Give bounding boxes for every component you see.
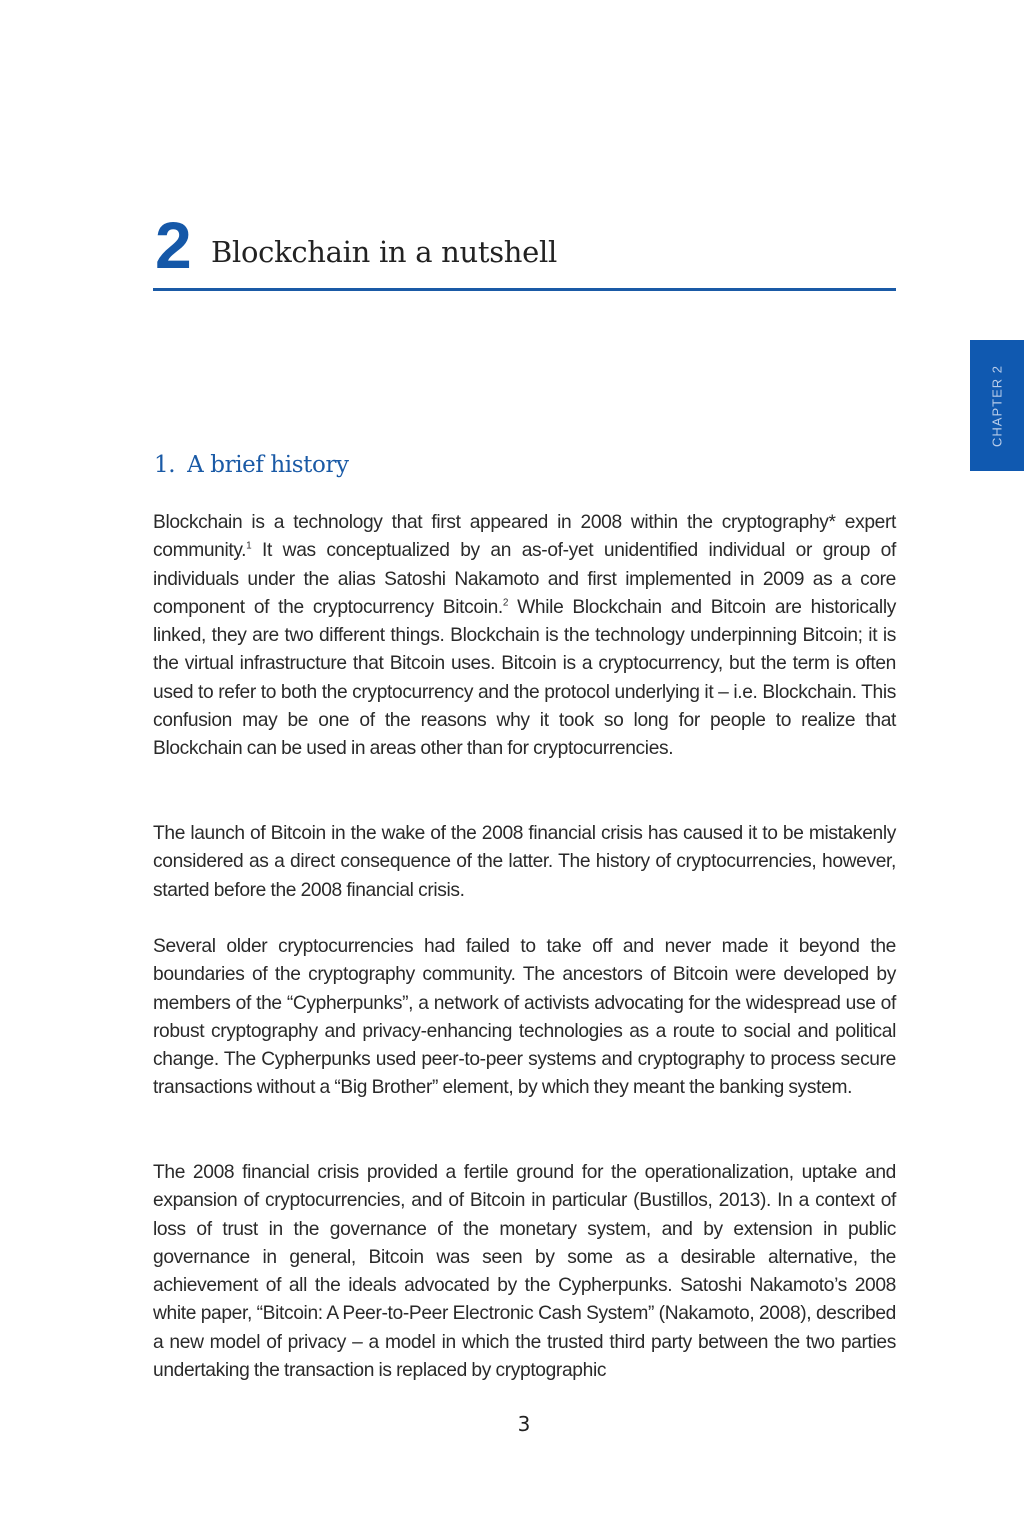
footnote-ref-2[interactable]: 2 [502,597,509,609]
chapter-title: Blockchain in a nutshell [211,235,557,269]
paragraph-intro [153,509,896,764]
paragraph-financial-crisis: The 2008 financial crisis provided a fertile ground for the operationalization, uptake and expansion of cryptocurrencies, and of Bitcoin in particular (Bustillos, 2013). In a context of loss of trust in the governance of the monetary system, and by extension in public governance in general, Bitcoin was seen by some as a desirable alternative, the achievement of all the ideals advocated by the Cypherpunks. Satoshi Nakamoto’s 2008 white paper, “Bitcoin: A Peer-to-Peer Electronic Cash System” (Nakamoto, 2008), described a new model of privacy – a model in which the trusted third party between the two parties undertaking the transaction is replaced by cryptographic [153,1162,896,1382]
chapter-divider [153,288,896,291]
footnote-ref-1[interactable]: 1 [246,540,252,552]
chapter-number: 2 [155,208,190,282]
paragraph-text: It was conceptualized by an as-of-yet unidentified individual or group of individuals under the alias Satoshi Nakamoto and first implemented in 2009 as a core component of the cryptocurrency Bitcoin. [153,540,896,618]
paragraph-text: While Blockchain and Bitcoin are historically linked, they are two different things. Blockchain is the technology underpinning Bitcoin; it is the virtual infrastructure that Bitcoin uses. Bitcoin is a cryptocurrency, but the term is often used to refer to both the cryptocurrency and the protocol underlying it – i.e. Blockchain. This confusion may be one of the reasons why it took so long for people to realize that Blockchain can be used in areas other than for cryptocurrencies. [153,596,896,760]
section-number: 1. [154,452,176,478]
section-title: A brief history [187,452,349,478]
chapter-side-tab [970,340,1024,471]
chapter-tab-label: CHAPTER 2 [989,364,1005,447]
chapter-header [153,208,896,294]
paragraph-text: Blockchain is a technology that first appeared in 2008 within the cryptography* expert community. [153,512,896,562]
paragraph-bitcoin-launch: The launch of Bitcoin in the wake of the 2008 financial crisis has caused it to be mistakenly considered as a direct consequence of the latter. The history of cryptocurrencies, however, started before the 2008 financial crisis. [153,823,896,901]
paragraph-cypherpunks: Several older cryptocurrencies had failed to take off and never made it beyond the boundaries of the cryptography community. The ancestors of Bitcoin were developed by members of the “Cypherpunks”, a network of activists advocating for the widespread use of robust cryptography and privacy-enhancing technologies as a route to social and political change. The Cypherpunks used peer-to-peer systems and cryptography to process secure transactions without a “Big Brother” element, by which they meant the banking system. [153,936,896,1099]
page-number: 3 [517,1412,531,1436]
section-heading [154,448,349,482]
